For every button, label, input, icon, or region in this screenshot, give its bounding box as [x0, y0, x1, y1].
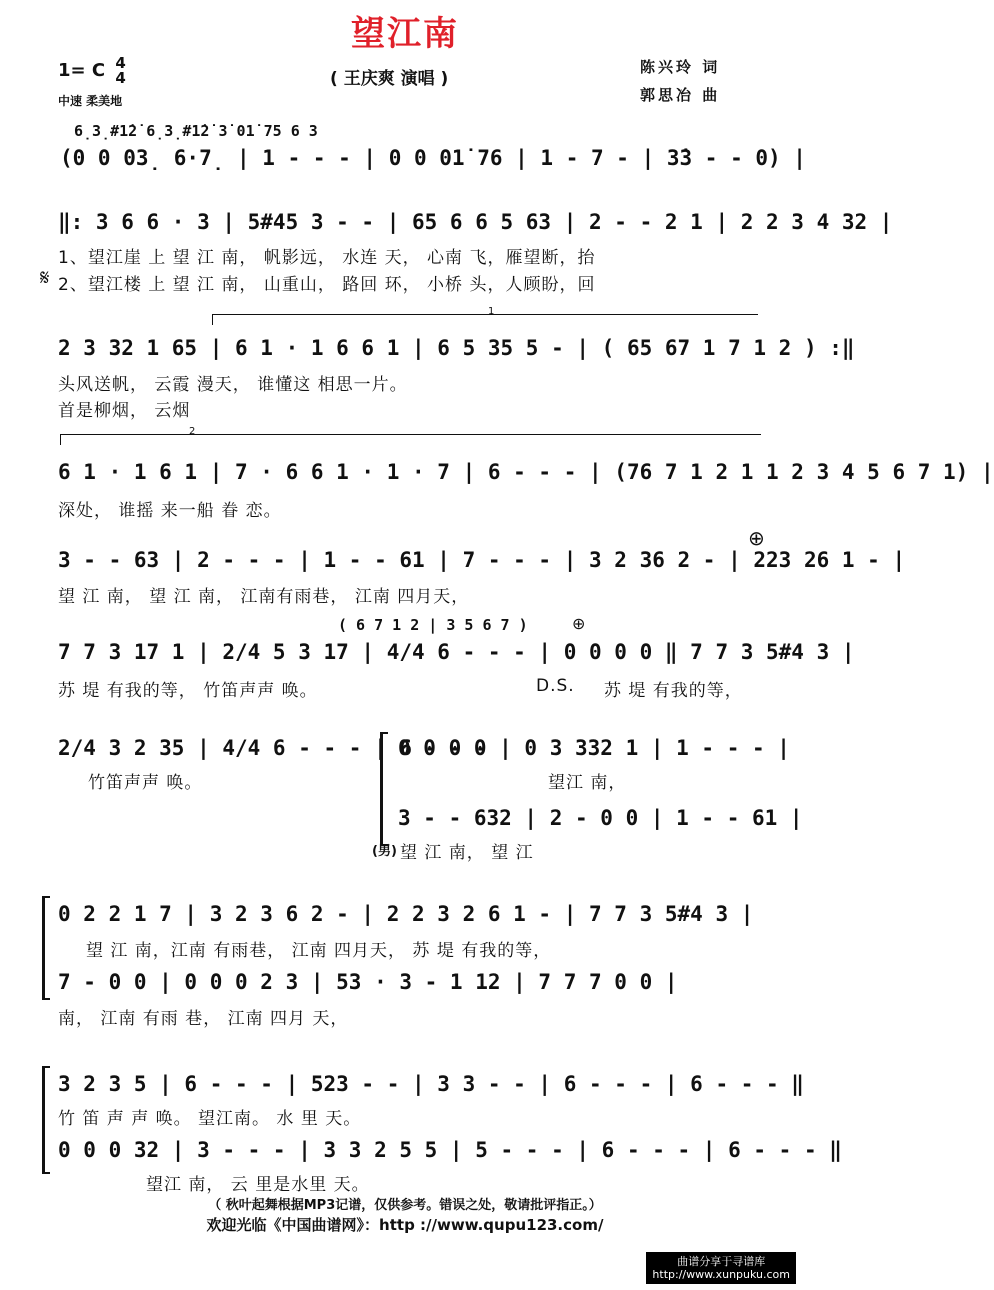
score-line-7-female: 0 0 0 0 | 0 3 332 1 | 1 - - - |: [398, 736, 790, 760]
score-line-5: 3 - - 63 | 2 - - - | 1 - - 61 | 7 - - - | 3 2 36 2 - | 223 26 1 - |: [58, 548, 906, 572]
score-line-10: 7 - 0 0 | 0 0 0 2 3 | 53 · 3 - 1 12 | 7 7 7 0 0 |: [58, 970, 678, 994]
volta-bracket-2: [60, 426, 761, 445]
lyric-line-6b: 苏 堤 有我的等，: [604, 681, 743, 701]
intro-upper-notes: 6̣3̣#1̇2̇ 6̣3̣#1̇2̇ 3̇ 01̇ 75 6 3: [74, 122, 318, 140]
lyric-verse-1: 1、望江崖 上 望 江 南， 帆影远， 水连 天， 心南 飞，雁望断，抬: [58, 248, 596, 268]
volta-bracket-1: [212, 306, 758, 325]
score-line-3: 2 3 32 1 65 | 6 1 · 1 6 6 1 | 6 5 35 5 - | ( 65 67 1 7 1 2 ) :‖: [58, 336, 855, 360]
time-sig-top: 4: [115, 54, 126, 72]
score-line-intro: (0 0 03̣ 6·7̣ | 1 - - - | 0 0 01̇ 76 | 1 - 7 - | 3̇3 - - 0) |: [60, 146, 806, 170]
lyric-line-7: 竹笛声声 唤。: [88, 773, 203, 793]
singer-credit: ( 王庆爽 演唱 ): [330, 69, 449, 89]
lyric-line-6: 苏 堤 有我的等， 竹笛声声 唤。: [58, 681, 318, 701]
score-line-7: 2/4 3 2 35 | 4/4 6 - - - | 6 - - -: [58, 736, 488, 760]
coda-icon: ⊕: [748, 526, 765, 550]
score-line-7-male: 3 - - 632 | 2 - 0 0 | 1 - - 61 |: [398, 806, 803, 830]
duet-bracket-2: [42, 896, 50, 1000]
lyric-line-9: 望 江 南，江南 有雨巷， 江南 四月天， 苏 堤 有我的等，: [86, 941, 552, 961]
interlude-upper-notes: ( 6 7 1 2 | 3 5 6 7 ): [338, 616, 528, 634]
lyric-line-3a: 头风送帆， 云霞 漫天， 谁懂这 相思一片。: [58, 375, 408, 395]
watermark-line1: 曲谱分享于寻谱库: [677, 1255, 766, 1268]
lyric-line-7b: 望江 南，: [548, 773, 627, 793]
coda-icon-2: ⊕: [572, 614, 586, 633]
score-line-11: 3 2 3 5 | 6 - - - | 523 - - | 3 3 - - | 6 - - - | 6 - - - ‖: [58, 1072, 804, 1096]
lyric-line-8: 望 江 南， 望 江: [400, 843, 534, 863]
key-label: 1= C: [58, 60, 106, 81]
key-signature: [58, 56, 126, 86]
ds-marking: D.S.: [536, 676, 575, 696]
duet-bracket-3: [42, 1066, 50, 1174]
lyric-line-10: 南， 江南 有雨 巷， 江南 四月 天，: [58, 1009, 349, 1029]
male-part-label: (男): [372, 844, 397, 859]
transcription-note: （ 秋叶起舞根据MP3记谱，仅供参考。错误之处，敬请批评指正。）: [208, 1198, 602, 1213]
duet-bracket-1: [380, 732, 388, 846]
watermark-line2: http://www.xunpuku.com: [652, 1268, 790, 1281]
lyric-line-11: 竹 笛 声 声 唤。 望江南。 水 里 天。: [58, 1109, 362, 1129]
composer-credit: 郭思冶 曲: [640, 86, 721, 104]
score-line-4: 6 1 · 1 6 1 | 7 · 6 6 1 · 1 · 7 | 6 - - - | (76 7 1 2 1 1 2 3 4 5 6 7 1) |: [58, 460, 994, 484]
score-line-6: 7 7 3 17 1 | 2/4 5 3 17 | 4/4 6 - - - | 0 0 0 0 ‖ 7 7 3 5#4 3 |: [58, 640, 855, 664]
segno-icon: 𝄋: [40, 266, 50, 291]
page-title: 望江南: [351, 14, 459, 54]
tempo-marking: 中速 柔美地: [58, 94, 123, 108]
score-line-verse: ‖: 3 6 6 · 3 | 5#45 3 - - | 65 6 6 5 63 | 2 - - 2 1 | 2 2 3 4 32 |: [58, 210, 893, 234]
score-line-12: 0 0 0 32 | 3 - - - | 3 3 2 5 5 | 5 - - - | 6 - - - | 6 - - - ‖: [58, 1138, 842, 1162]
lyric-verse-2: 2、望江楼 上 望 江 南， 山重山， 路回 环， 小桥 头，人顾盼，回: [58, 275, 596, 295]
lyricist-credit: 陈兴玲 词: [640, 58, 721, 76]
volta-label-2: 2: [189, 426, 196, 437]
time-sig-bottom: 4: [115, 69, 126, 87]
volta-label-1: 1: [488, 306, 495, 317]
lyric-line-12: 望江 南， 云 里是水里 天。: [146, 1175, 370, 1195]
watermark: [646, 1252, 796, 1284]
lyric-line-5: 望 江 南， 望 江 南， 江南有雨巷， 江南 四月天，: [58, 587, 470, 607]
score-line-9: 0 2 2 1 7 | 3 2 3 6 2 - | 2 2 3 2 6 1 - | 7 7 3 5#4 3 |: [58, 902, 754, 926]
lyric-line-3b: 首是柳烟， 云烟: [58, 401, 191, 421]
lyric-line-4: 深处， 谁摇 来一船 眷 恋。: [58, 501, 282, 521]
time-signature: [115, 56, 125, 86]
footer-link[interactable]: 欢迎光临《中国曲谱网》：http ://www.qupu123.com/: [206, 1216, 604, 1234]
